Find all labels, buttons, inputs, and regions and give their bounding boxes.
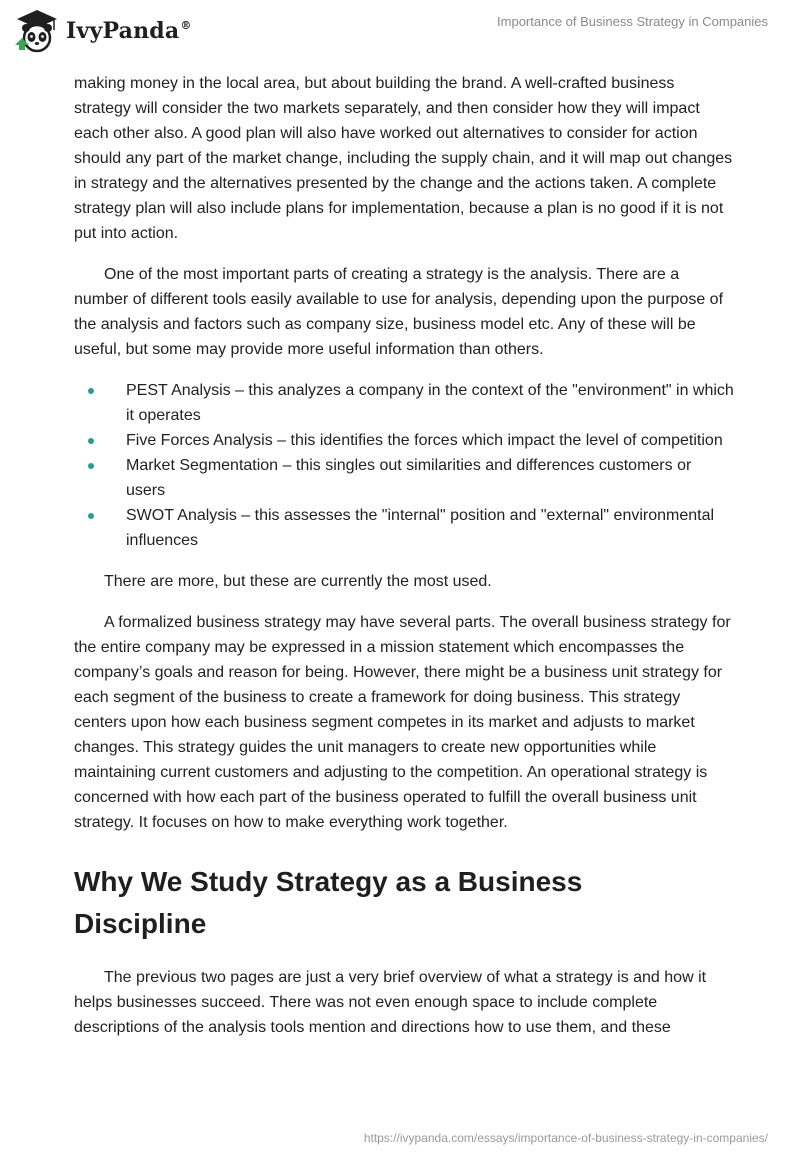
list-item: PEST Analysis – this analyzes a company in the context of the "environment" in which it operates xyxy=(126,378,734,428)
list-item: SWOT Analysis – this assesses the "internal" position and "external" environmental influences xyxy=(126,503,734,553)
paragraph: A formalized business strategy may have several parts. The overall business strategy for the entire company may be expressed in a mission statement which encompasses the company’s goals and reason for being. However, there might be a business unit strategy for each segment of the business to create a framework for doing business. This strategy centers upon how each business segment competes in its market and adjusts to market changes. This strategy guides the unit managers to create new opportunities while maintaining current customers and adjusting to the competition. An operational strategy is concerned with how each part of the business operated to fulfill the overall business unit strategy. It focuses on how to make everything work together. xyxy=(74,614,731,831)
analysis-tools-list xyxy=(74,378,734,553)
article-body xyxy=(74,71,734,1056)
page-header xyxy=(0,0,800,64)
list-item: Market Segmentation – this singles out similarities and differences customers or users xyxy=(126,453,734,503)
paragraph: making money in the local area, but about building the brand. A well-crafted business strategy will consider the two markets separately, and then consider how they will impact each other also. A good plan will also have worked out alternatives to consider for action should any part of the market change, including the supply chain, and it will map out changes in strategy and the alternatives presented by the change and the actions taken. A complete strategy plan will also include plans for implementation, because a plan is no good if it is not put into action. xyxy=(74,75,733,242)
paragraph: The previous two pages are just a very brief overview of what a strategy is and how it helps businesses succeed. There was not even enough space to include complete descriptions of the analysis tools mention and directions how to use them, and these xyxy=(74,969,707,1036)
document-title: Importance of Business Strategy in Companies xyxy=(497,14,768,29)
paragraph: There are more, but these are currently the most used. xyxy=(104,573,492,590)
section-heading: Why We Study Strategy as a Business Discipline xyxy=(74,866,583,939)
bullet-icon xyxy=(88,463,94,469)
bullet-icon xyxy=(88,388,94,394)
brand-name: IvyPanda® xyxy=(66,18,192,44)
list-item: Five Forces Analysis – this identifies the forces which impact the level of competition xyxy=(126,428,734,453)
bullet-icon xyxy=(88,513,94,519)
panda-logo-icon xyxy=(14,8,60,54)
source-url[interactable]: https://ivypanda.com/essays/importance-of-business-strategy-in-companies/ xyxy=(363,1131,768,1145)
logo[interactable] xyxy=(14,8,192,54)
bullet-icon xyxy=(88,438,94,444)
paragraph: One of the most important parts of creating a strategy is the analysis. There are a number of different tools easily available to use for analysis, depending upon the purpose of the analysis and factors such as company size, business model etc. Any of these will be useful, but some may provide more useful information than others. xyxy=(74,266,724,358)
